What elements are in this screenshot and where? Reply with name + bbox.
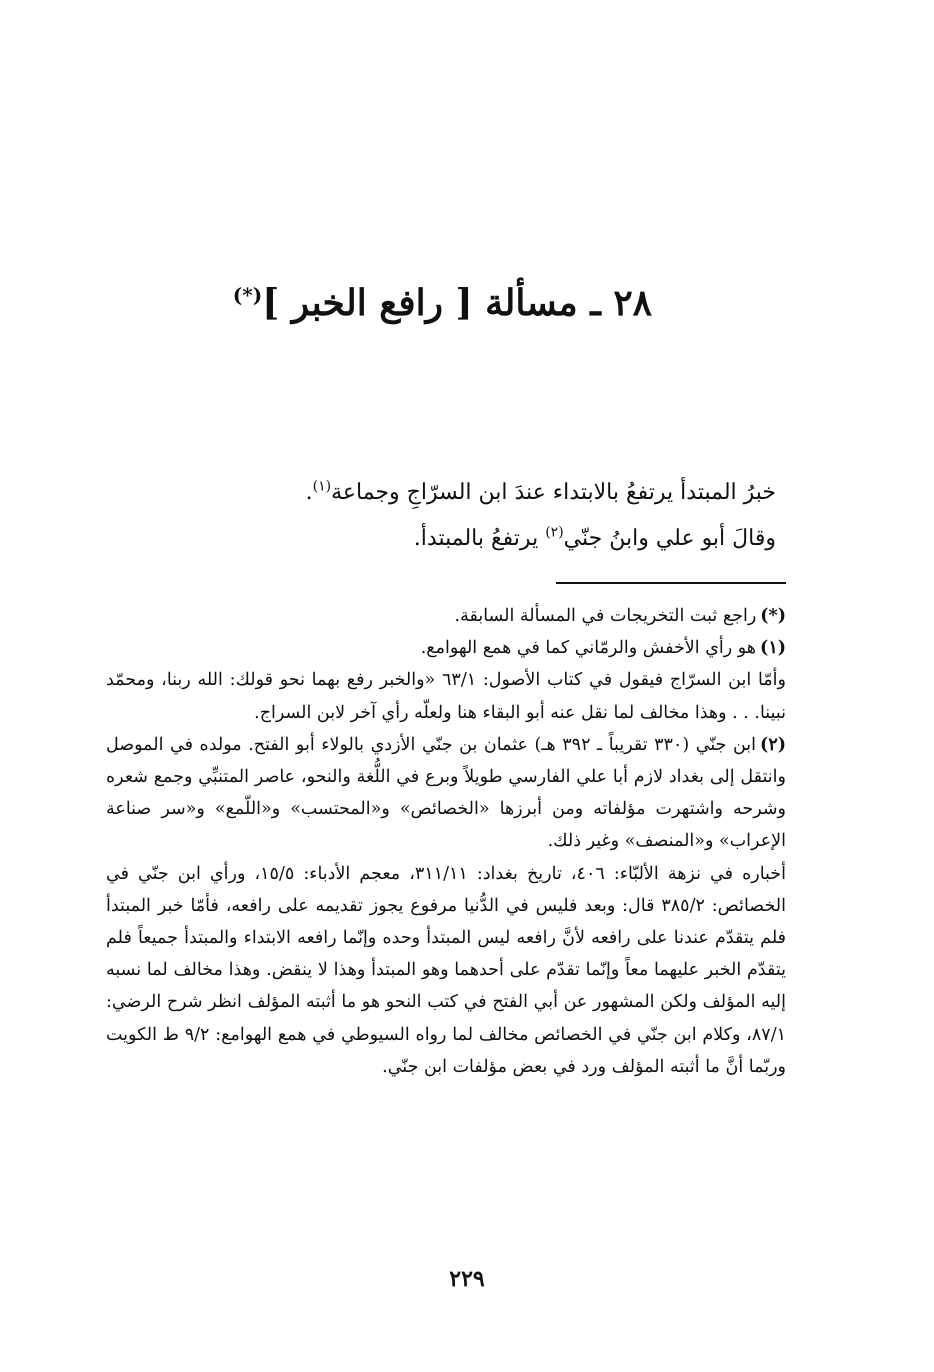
footnote-1 (106, 632, 786, 729)
main-text-line-1 (136, 470, 776, 516)
footnote-paragraph (106, 858, 786, 1083)
main-text-line-2-end: يرتفعُ بالمبتدأ. (413, 526, 546, 551)
footnote-paragraph (106, 664, 786, 728)
footnote-star (106, 600, 786, 632)
footnote-ref-1: (١) (312, 478, 332, 495)
footnote-paragraph (106, 632, 786, 664)
main-text (136, 470, 776, 562)
main-text-line-1-end: . (305, 480, 313, 505)
title-note-marker: (*) (232, 283, 263, 307)
footnotes (106, 600, 786, 1083)
footnote-marker: (٢) (760, 734, 786, 755)
main-text-line-2-text: وقالَ أبو علي وابنُ جنّي (563, 526, 776, 551)
footnote-marker: (*) (760, 606, 786, 626)
footnote-text: ابن جنّي (٣٣٠ تقريباً ـ ٣٩٢ هـ) عثمان بن جنّي الأزدي بالولاء أبو الفتح. مولده في الموصل وانتقل إلى بغداد لازم أبا علي الفارسي طويلاً وبرع في اللُّغة والنحو، عاصر المتنبِّي وجمع شعره وشرحه واشتهرت مؤلفاته ومن أبرزها «الخصائص» و«المحتسب» و«اللّمع» و«سر صناعة الإعراب» و«المنصف» وغير ذلك. (106, 734, 786, 852)
footnote-ref-2: (٢) (545, 524, 564, 541)
footnote-2 (106, 729, 786, 1083)
main-text-line-1-text: خبرُ المبتدأ يرتفعُ بالابتداء عندَ ابن السرّاجِ وجماعة (331, 480, 776, 505)
footnote-text: وأمّا ابن السرّاج فيقول في كتاب الأصول: ٦٣/١ «والخبر رفع بهما نحو قولك: الله ربنا، ومحمّد نبينا. . . وهذا مخالف لما نقل عنه أبو البقاء هنا ولعلّه رأي آخر لابن السراج. (106, 670, 786, 723)
footnote-text: أخباره في نزهة الألبّاء: ٤٠٦، تاريخ بغداد: ٣١١/١١، معجم الأدباء: ١٥/٥، ورأي ابن جنّي في الخصائص: ٣٨٥/٢ قال: وبعد فليس في الدُّنيا مرفوع يجوز تقديمه على رافعه، فأمّا خبر المبتدأ فلم يتقدّم عندنا على رافعه لأنَّ رافعه ليس المبتدأ وحده وإنّما رافعه الابتداء والمبتدأ جميعاً فلم يتقدّم الخبر عليهما معاً وإنّما تقدّم على أحدهما وهو المبتدأ وهذا لا ينقض. وهذا مخالف لما نسبه إليه المؤلف ولكن المشهور عن أبي الفتح في كتب النحو هو ما أثبته المؤلف انظر شرح الرضي: ٨٧/١، وكلام ابن جنّي في الخصائص مخالف لما رواه السيوطي في همع الهوامع: ٩/٢ ط الكويت وربّما أنَّ ما أثبته المؤلف ورد في بعض مؤلفات ابن جنّي. (106, 863, 786, 1077)
footnote-text: هو رأي الأخفش والرمّاني كما في همع الهوامع. (420, 638, 757, 659)
footnote-paragraph (106, 600, 786, 632)
main-text-line-2 (136, 516, 776, 562)
footnote-paragraph (106, 729, 786, 858)
section-title-text: ٢٨ ـ مسألة [ رافع الخبر ] (262, 282, 652, 324)
page-number: ٢٢٩ (449, 1266, 485, 1292)
footnote-marker: (١) (760, 638, 786, 659)
section-title (233, 282, 652, 324)
footnote-text: راجع ثبت التخريجات في المسألة السابقة. (454, 606, 757, 626)
footnote-divider (556, 582, 786, 584)
